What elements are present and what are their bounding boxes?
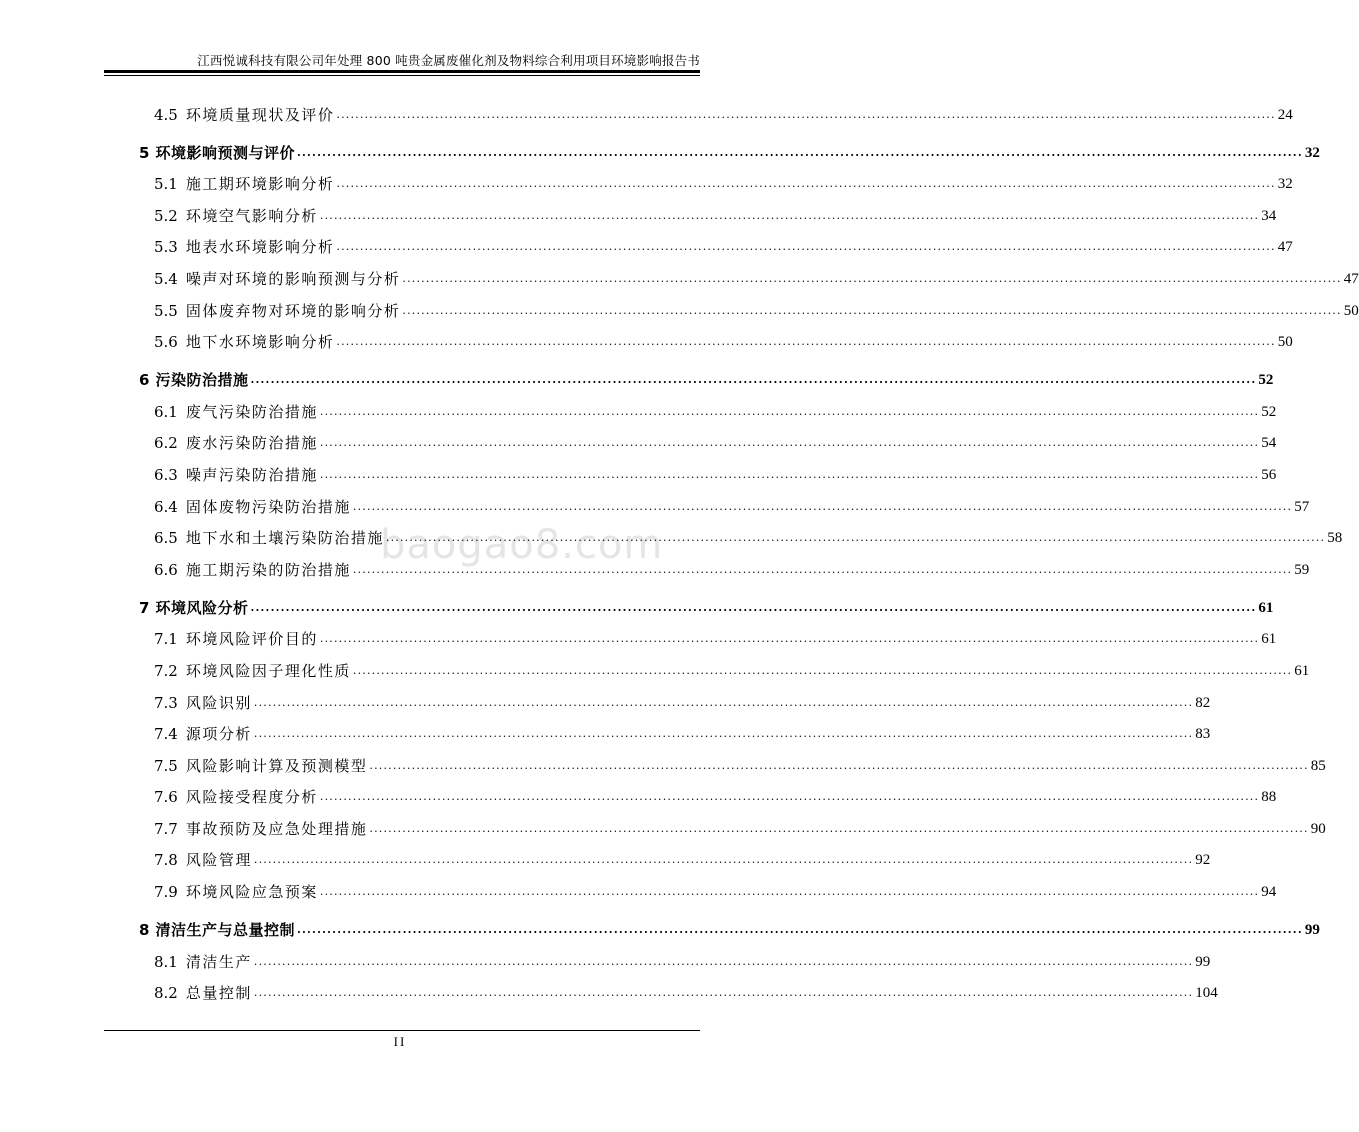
- toc-leader-dots: ........................................................................................................................................................................................................: [369, 758, 1309, 772]
- toc-leader-dots: ........................................................................................................................................................................................................: [319, 632, 1260, 646]
- toc-leader-dots: ........................................................................................................................................................................................................: [319, 885, 1260, 899]
- toc-section-entry[interactable]: [104, 225, 1293, 257]
- toc-section-entry[interactable]: [104, 712, 1211, 744]
- toc-leader-dots: ........................................................................................................................................................................................................: [253, 727, 1194, 741]
- toc-entry-title: 清洁生产: [185, 952, 252, 971]
- toc-entry-page: 82: [1195, 694, 1211, 711]
- toc-entry-title: 废水污染防治措施: [185, 434, 318, 453]
- toc-entry-number: 6.3: [154, 465, 178, 484]
- table-of-contents: [104, 92, 1359, 1003]
- toc-entry-page: 59: [1294, 561, 1310, 578]
- toc-entry-page: 34: [1261, 207, 1277, 224]
- toc-leader-dots: ........................................................................................................................................................................................................: [319, 436, 1260, 450]
- header-rule-thick: [104, 70, 700, 73]
- toc-entry-page: 83: [1195, 726, 1211, 743]
- toc-leader-dots: ........................................................................................................................................................................................................: [336, 107, 1276, 121]
- toc-entry-page: 61: [1294, 662, 1310, 679]
- toc-entry-number: 7.8: [154, 851, 178, 870]
- toc-entry-number: 6.4: [154, 497, 178, 516]
- toc-entry-number: 7.1: [154, 630, 178, 649]
- toc-entry-title: 环境质量现状及评价: [185, 105, 335, 124]
- toc-entry-number: 7.5: [154, 756, 178, 775]
- toc-leader-dots: ........................................................................................................................................................................................................: [253, 853, 1194, 867]
- toc-leader-dots: ........................................................................................................................................................................................................: [352, 663, 1293, 677]
- toc-leader-dots: ........................................................................................................................................................................................................: [336, 177, 1276, 191]
- toc-entry-page: 50: [1343, 302, 1359, 319]
- toc-entry-title: 地表水环境影响分析: [185, 238, 335, 257]
- toc-entry-title: 固体废弃物对环境的影响分析: [185, 301, 401, 320]
- toc-entry-page: 88: [1261, 789, 1277, 806]
- toc-chapter-entry[interactable]: [104, 901, 1320, 940]
- toc-entry-title: 源项分析: [185, 725, 252, 744]
- toc-section-entry[interactable]: [104, 648, 1310, 680]
- toc-entry-page: 32: [1304, 144, 1320, 161]
- toc-section-entry[interactable]: [104, 452, 1277, 484]
- toc-entry-number: 7.6: [154, 788, 178, 807]
- toc-section-entry[interactable]: [104, 547, 1310, 579]
- toc-entry-page: 32: [1277, 176, 1293, 193]
- toc-entry-title: 噪声对环境的影响预测与分析: [185, 269, 401, 288]
- toc-entry-page: 47: [1343, 270, 1359, 287]
- toc-entry-number: 5.4: [154, 269, 178, 288]
- toc-section-entry[interactable]: [104, 617, 1277, 649]
- toc-leader-dots: ........................................................................................................................................................................................................: [336, 240, 1276, 254]
- toc-leader-dots: ........................................................................................................................................................................................................: [253, 695, 1194, 709]
- toc-section-entry[interactable]: [104, 193, 1277, 225]
- toc-entry-title: 废气污染防治措施: [185, 402, 318, 421]
- toc-entry-number: 6.1: [154, 402, 178, 421]
- toc-entry-page: 52: [1258, 372, 1274, 389]
- toc-leader-dots: ........................................................................................................................................................................................................: [319, 208, 1260, 222]
- toc-section-entry[interactable]: [104, 838, 1211, 870]
- toc-entry-page: 50: [1277, 334, 1293, 351]
- toc-entry-page: 24: [1277, 106, 1293, 123]
- toc-section-entry[interactable]: [104, 421, 1277, 453]
- toc-entry-number: 8.2: [154, 984, 178, 1003]
- toc-entry-title: 污染防治措施: [155, 371, 249, 390]
- toc-leader-dots: ........................................................................................................................................................................................................: [250, 373, 1257, 387]
- toc-section-entry[interactable]: [104, 680, 1211, 712]
- toc-leader-dots: ........................................................................................................................................................................................................: [402, 303, 1342, 317]
- toc-entry-number: 6.2: [154, 434, 178, 453]
- toc-leader-dots: ........................................................................................................................................................................................................: [319, 404, 1260, 418]
- toc-entry-number: 7: [139, 598, 150, 617]
- toc-entry-title: 风险接受程度分析: [185, 788, 318, 807]
- toc-entry-title: 风险管理: [185, 851, 252, 870]
- toc-entry-number: 6: [139, 371, 150, 390]
- toc-entry-number: 6.5: [154, 529, 178, 548]
- toc-entry-page: 92: [1195, 852, 1211, 869]
- toc-leader-dots: ........................................................................................................................................................................................................: [296, 923, 1303, 937]
- toc-section-entry[interactable]: [104, 869, 1277, 902]
- toc-leader-dots: ........................................................................................................................................................................................................: [250, 600, 1257, 614]
- toc-entry-page: 94: [1261, 884, 1277, 901]
- toc-entry-page: 58: [1327, 530, 1343, 547]
- toc-entry-number: 7.4: [154, 725, 178, 744]
- toc-entry-title: 地下水环境影响分析: [185, 333, 335, 352]
- toc-entry-number: 7.3: [154, 693, 178, 712]
- toc-entry-title: 环境风险应急预案: [185, 883, 318, 902]
- toc-entry-title: 环境影响预测与评价: [155, 143, 295, 162]
- toc-entry-page: 99: [1304, 922, 1320, 939]
- toc-entry-title: 地下水和土壤污染防治措施: [185, 529, 384, 548]
- toc-section-entry[interactable]: [104, 162, 1293, 194]
- toc-entry-title: 风险影响计算及预测模型: [185, 756, 368, 775]
- toc-entry-page: 47: [1277, 239, 1293, 256]
- toc-section-entry[interactable]: [104, 288, 1359, 320]
- toc-section-entry[interactable]: [104, 806, 1326, 838]
- toc-leader-dots: ........................................................................................................................................................................................................: [385, 531, 1326, 545]
- toc-entry-number: 7.9: [154, 883, 178, 902]
- toc-section-entry[interactable]: [104, 484, 1310, 516]
- toc-entry-number: 5.2: [154, 206, 178, 225]
- toc-entry-title: 固体废物污染防治措施: [185, 497, 351, 516]
- toc-entry-page: 61: [1258, 599, 1274, 616]
- toc-section-entry[interactable]: [104, 516, 1343, 548]
- toc-entry-title: 环境风险评价目的: [185, 630, 318, 649]
- toc-entry-page: 52: [1261, 403, 1277, 420]
- toc-entry-page: 90: [1310, 820, 1326, 837]
- toc-chapter-entry[interactable]: [104, 351, 1274, 390]
- toc-section-entry[interactable]: [104, 320, 1293, 352]
- toc-entry-title: 环境风险因子理化性质: [185, 661, 351, 680]
- toc-entry-title: 风险识别: [185, 693, 252, 712]
- toc-entry-number: 5.6: [154, 333, 178, 352]
- toc-section-entry[interactable]: [104, 775, 1277, 807]
- toc-entry-page: 56: [1261, 466, 1277, 483]
- toc-entry-title: 事故预防及应急处理措施: [185, 819, 368, 838]
- toc-entry-title: 施工期污染的防治措施: [185, 560, 351, 579]
- toc-leader-dots: ........................................................................................................................................................................................................: [336, 335, 1276, 349]
- toc-leader-dots: ........................................................................................................................................................................................................: [253, 954, 1194, 968]
- toc-entry-number: 8.1: [154, 952, 178, 971]
- toc-section-entry[interactable]: [104, 389, 1277, 421]
- toc-leader-dots: ........................................................................................................................................................................................................: [319, 790, 1260, 804]
- toc-leader-dots: ........................................................................................................................................................................................................: [253, 986, 1194, 1000]
- toc-entry-title: 噪声污染防治措施: [185, 465, 318, 484]
- toc-leader-dots: ........................................................................................................................................................................................................: [296, 145, 1303, 159]
- toc-entry-number: 8: [139, 921, 150, 940]
- toc-entry-page: 61: [1261, 631, 1277, 648]
- toc-section-entry[interactable]: [104, 256, 1359, 288]
- toc-section-entry[interactable]: [104, 743, 1326, 775]
- toc-chapter-entry[interactable]: [104, 124, 1320, 162]
- watermark: baogao8.com: [380, 522, 664, 568]
- toc-entry-page: 104: [1195, 985, 1218, 1002]
- toc-entry-page: 85: [1310, 757, 1326, 774]
- toc-entry-number: 5.1: [154, 175, 178, 194]
- toc-entry-number: 5.5: [154, 301, 178, 320]
- toc-entry-title: 施工期环境影响分析: [185, 175, 335, 194]
- toc-leader-dots: ........................................................................................................................................................................................................: [369, 821, 1309, 835]
- toc-entry-page: 54: [1261, 435, 1277, 452]
- toc-entry-number: 6.6: [154, 560, 178, 579]
- toc-entry-page: 57: [1294, 498, 1310, 515]
- toc-entry-title: 清洁生产与总量控制: [155, 921, 295, 940]
- toc-entry-page: 99: [1195, 953, 1211, 970]
- toc-section-entry[interactable]: [104, 92, 1293, 124]
- toc-entry-number: 5.3: [154, 238, 178, 257]
- toc-entry-title: 环境风险分析: [155, 598, 249, 617]
- header-rule-thin: [104, 75, 700, 76]
- toc-entry-title: 总量控制: [185, 984, 252, 1003]
- page-number: II: [393, 1034, 407, 1049]
- toc-leader-dots: ........................................................................................................................................................................................................: [352, 562, 1293, 576]
- toc-section-entry[interactable]: [104, 939, 1211, 971]
- document-header-title: 江西悦诚科技有限公司年处理 800 吨贵金属废催化剂及物料综合利用项目环境影响报告书: [197, 53, 700, 68]
- toc-leader-dots: ........................................................................................................................................................................................................: [402, 271, 1342, 285]
- toc-entry-number: 4.5: [154, 105, 178, 124]
- toc-leader-dots: ........................................................................................................................................................................................................: [319, 467, 1260, 481]
- toc-entry-number: 7.7: [154, 819, 178, 838]
- toc-chapter-entry[interactable]: [104, 579, 1274, 617]
- toc-entry-title: 环境空气影响分析: [185, 206, 318, 225]
- toc-entry-number: 5: [139, 143, 150, 162]
- toc-leader-dots: ........................................................................................................................................................................................................: [352, 499, 1293, 513]
- toc-entry-number: 7.2: [154, 661, 178, 680]
- toc-section-entry[interactable]: [104, 971, 1218, 1003]
- footer-rule: [104, 1030, 700, 1031]
